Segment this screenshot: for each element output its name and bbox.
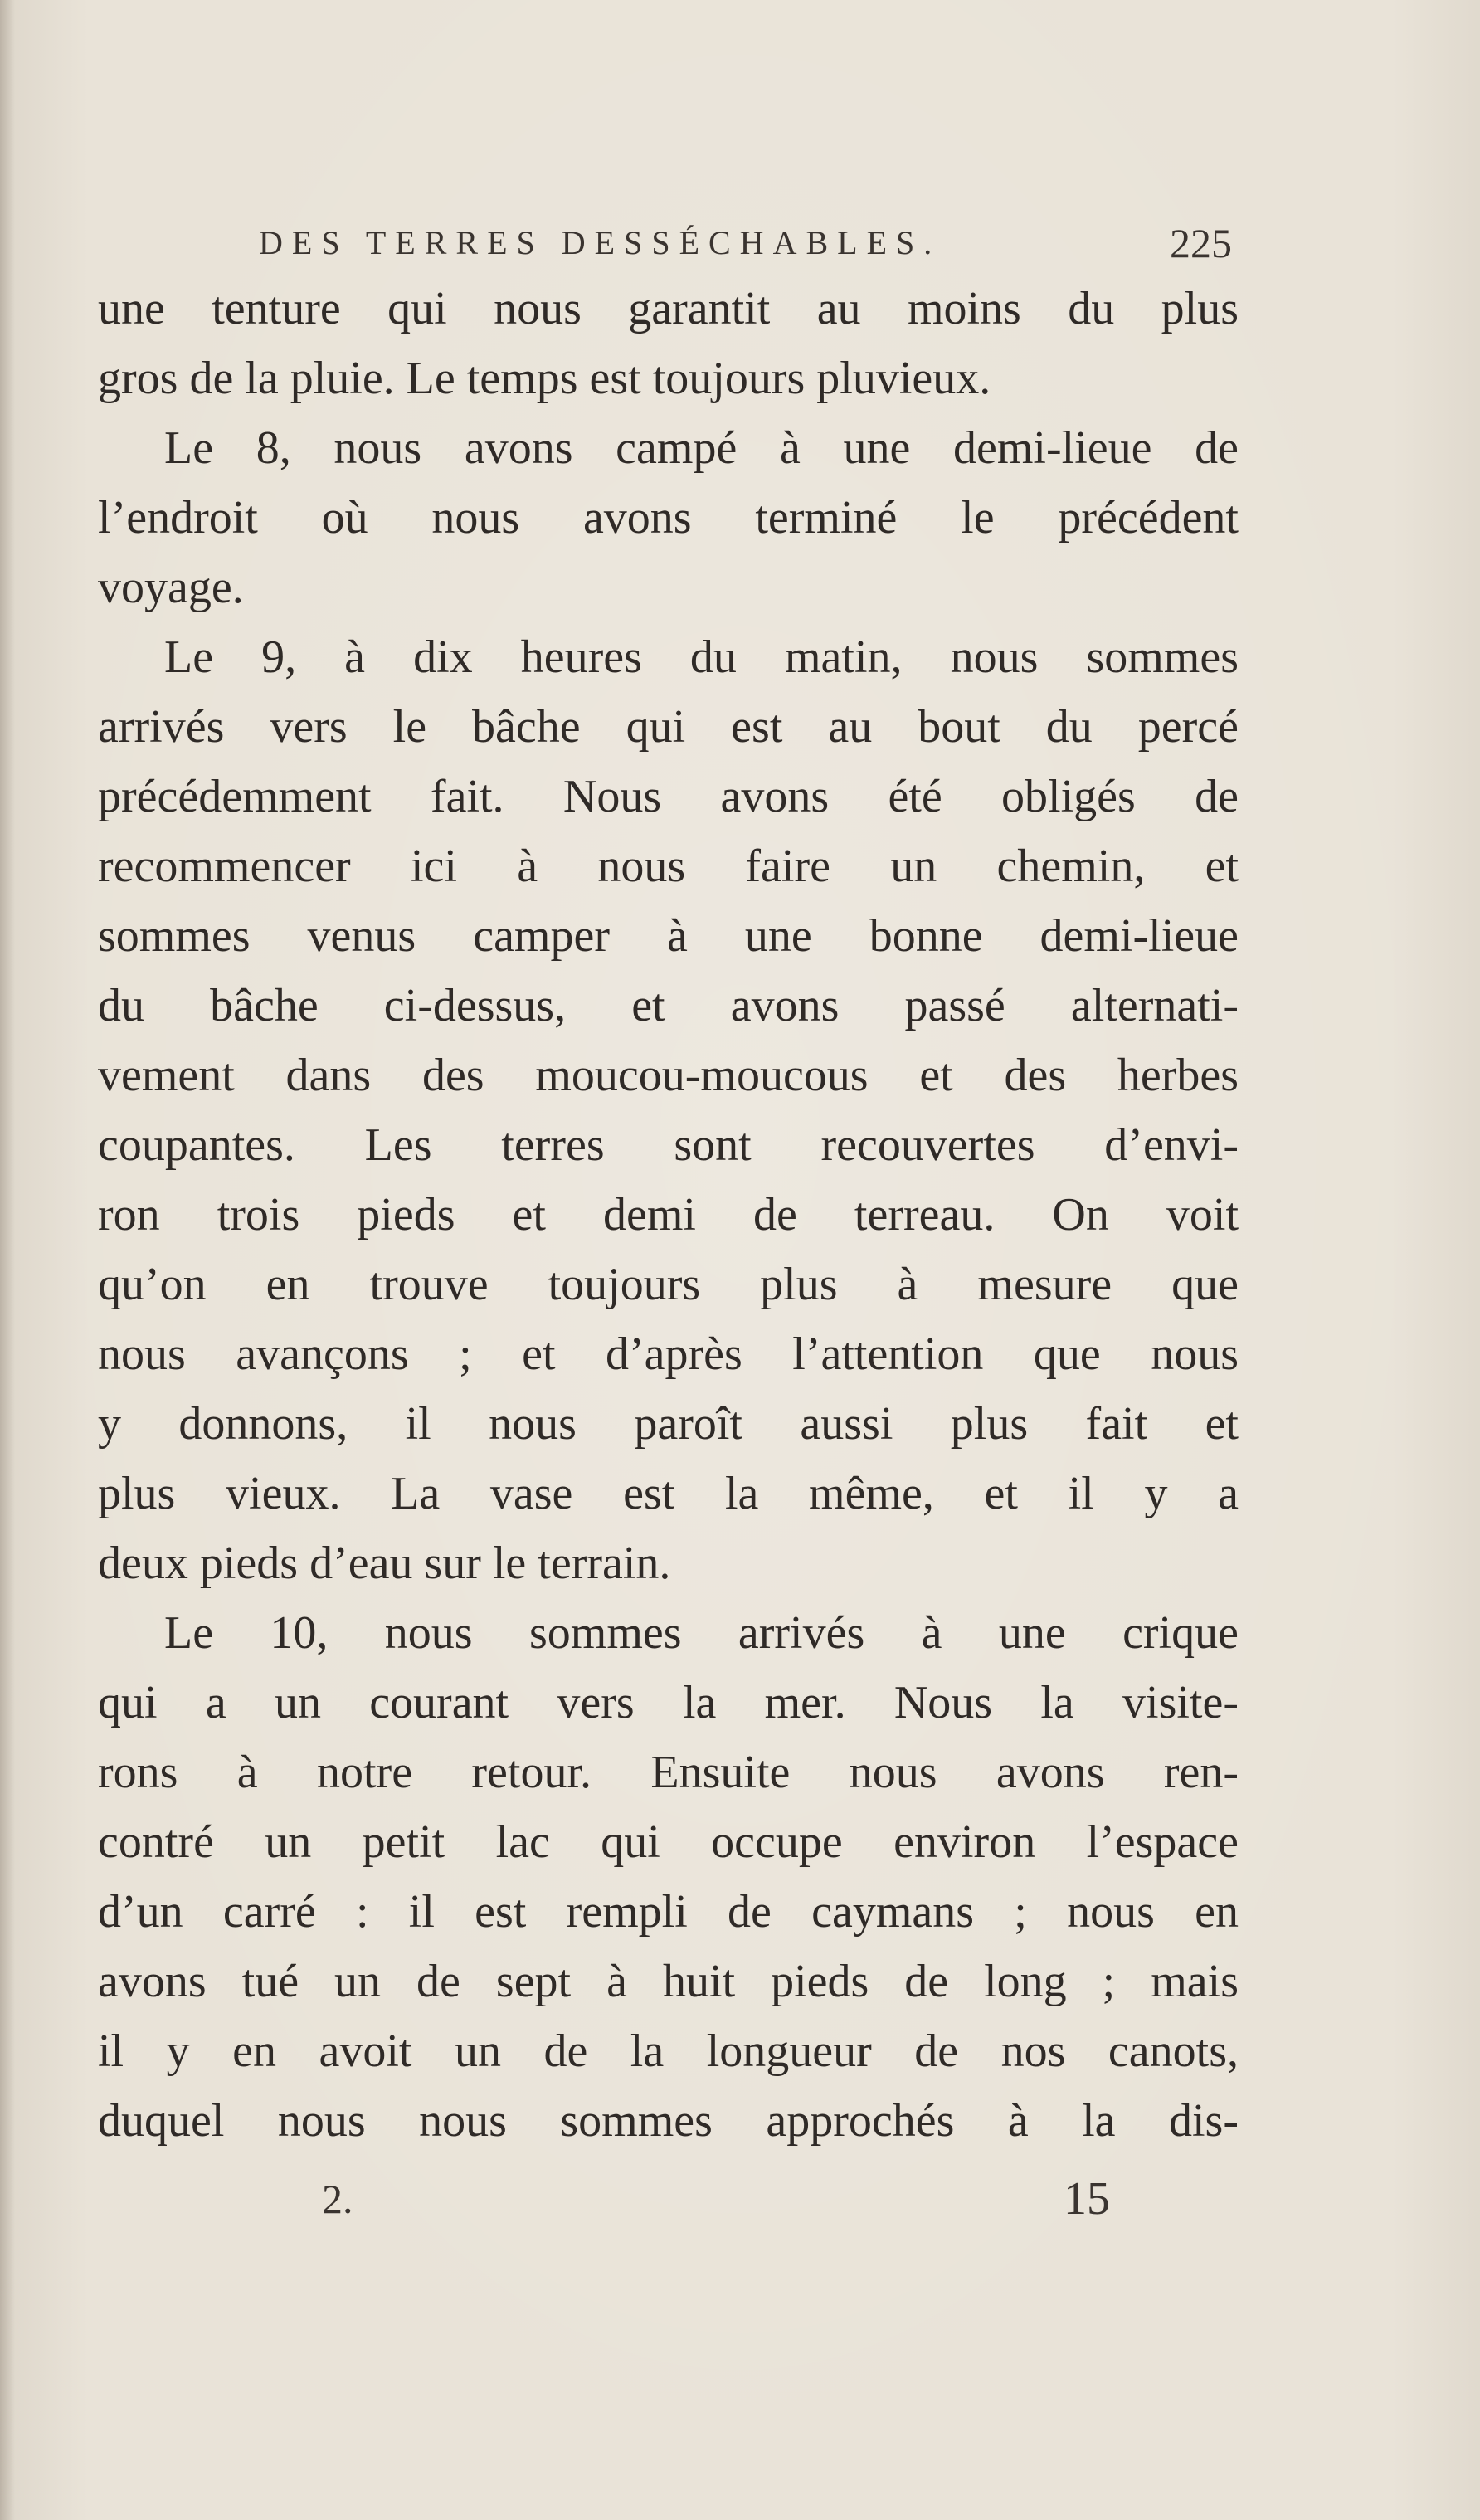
body-text: [98, 274, 1239, 2156]
sheet-number: 15: [1064, 2173, 1110, 2225]
text-line: une tenture qui nous garantit au moins du plus: [98, 283, 1239, 334]
text-line: gros de la pluie. Le temps est toujours pluvieux.: [98, 353, 991, 404]
text-line: recommencer ici à nous faire un chemin, et: [98, 841, 1239, 892]
text-line: Le 8, nous avons campé à une demi-lieue de: [164, 422, 1239, 474]
signature-mark: 2.: [322, 2176, 353, 2222]
text-line: qu’on en trouve toujours plus à mesure que: [98, 1259, 1239, 1310]
text-line: Le 9, à dix heures du matin, nous sommes: [164, 631, 1239, 683]
text-line: y donnons, il nous paroît aussi plus fait et: [98, 1398, 1239, 1450]
text-line: voyage.: [98, 562, 244, 613]
text-line: avons tué un de sept à huit pieds de long ; mais: [98, 1956, 1239, 2007]
page-footer: [322, 2166, 1110, 2232]
page-number: 225: [1170, 220, 1232, 266]
text-line: duquel nous nous sommes approchés à la dis-: [98, 2095, 1239, 2147]
text-line: coupantes. Les terres sont recouvertes d’envi-: [98, 1119, 1239, 1171]
text-line: plus vieux. La vase est la même, et il y a: [98, 1468, 1239, 1519]
text-line: l’endroit où nous avons terminé le précédent: [98, 492, 1239, 543]
text-line: sommes venus camper à une bonne demi-lieue: [98, 910, 1239, 962]
text-line: arrivés vers le bâche qui est au bout du percé: [98, 701, 1239, 753]
text-line: du bâche ci-dessus, et avons passé alternati-: [98, 980, 1239, 1031]
text-line: précédemment fait. Nous avons été obligés de: [98, 771, 1239, 822]
text-line: qui a un courant vers la mer. Nous la visite-: [98, 1677, 1239, 1728]
text-line: deux pieds d’eau sur le terrain.: [98, 1538, 671, 1589]
text-line: contré un petit lac qui occupe environ l’espace: [98, 1816, 1239, 1868]
running-title: DES TERRES DESSÉCHABLES.: [259, 224, 942, 261]
text-line: rons à notre retour. Ensuite nous avons ren-: [98, 1747, 1239, 1798]
text-line: ron trois pieds et demi de terreau. On voit: [98, 1189, 1239, 1241]
running-head: [166, 214, 1232, 272]
text-line: d’un carré : il est rempli de caymans ; nous en: [98, 1886, 1239, 1938]
text-line: Le 10, nous sommes arrivés à une crique: [164, 1607, 1239, 1659]
text-line: il y en avoit un de la longueur de nos canots,: [98, 2025, 1239, 2077]
text-line: nous avançons ; et d’après l’attention que nous: [98, 1328, 1239, 1380]
page-binding-shadow: [0, 0, 15, 2520]
text-line: vement dans des moucou-moucous et des herbes: [98, 1050, 1239, 1101]
